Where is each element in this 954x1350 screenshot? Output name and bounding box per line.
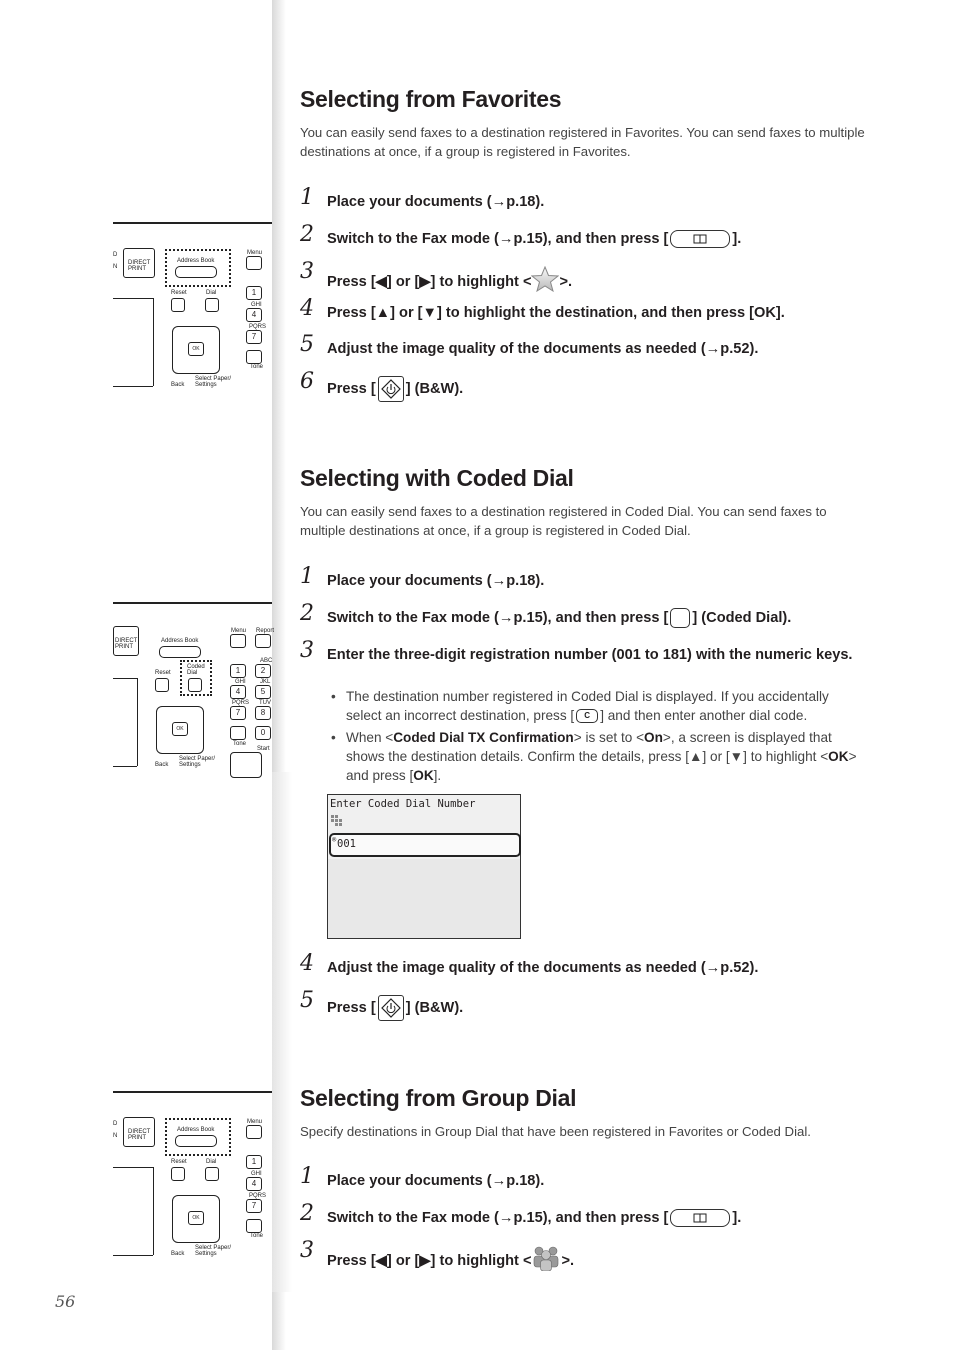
menu-key [246,1125,262,1139]
start-bw-key-icon [378,995,404,1021]
keypad-icon [331,815,343,827]
tone-key [246,350,262,364]
section-title: Selecting from Favorites [300,86,562,112]
menu-key [246,256,262,270]
menu-key [230,634,246,648]
group-dial-icon [531,1245,561,1277]
report-key [255,634,271,648]
lcd-title: Enter Coded Dial Number [330,798,476,810]
section-favorites: Selecting from Favorites You can easily send faxes to a destination registered in Favorites. You can send faxes to multiple destinations at once, if a group is registered in Favorites. 1 Place your documents (→p.18). 2 Switch to the Fax mode (→p.15), and then press [ ]. 3 Press [◀] or [▶] to highlight < >. 4 Press [▲] or [▼] to highlight the destination, and then press [OK]. 5 Adjust the image quality of the documents as needed (→p.52). 6 Press [ ] (B&W). [300,86,865,161]
section-intro: You can easily send faxes to a destination registered in Coded Dial. You can send faxes to multiple destinations at once, if a group is registered in Coded Dial. [300,504,827,538]
coded-dial-number-value: 001 [337,838,356,850]
tone-key [230,726,246,740]
navigation-pad: OK [172,326,220,374]
address-book-key [175,1135,217,1147]
navigation-pad: OK [156,706,204,754]
reset-key [171,1167,185,1181]
control-panel-illustration-coded-dial: DIRECT PRINT Address Book Reset Coded Dial OK Back Select Paper/ Settings Menu Report ABC 1 2 GHI JKL 4 5 PQRS TUV 7 8 0 Tone Start [113,602,272,772]
reset-key [155,678,169,692]
step-3-notes [327,687,862,788]
address-book-key-icon [670,230,730,248]
navigation-pad: OK [172,1195,220,1243]
section-intro: You can easily send faxes to a destination registered in Favorites. You can send faxes to multiple destinations at once, if a group is registered in Favorites. [300,125,865,159]
control-panel-illustration-group-dial: D N DIRECT PRINT Address Book Reset Dial OK Back Select Paper/ Settings Menu 1 GHI 4 PQRS 7 Tone [113,1091,272,1261]
coded-dial-number-field[interactable]: ® 001 [329,833,521,857]
coded-dial-key-icon [670,608,690,628]
note-item: • When <Coded Dial TX Confirmation> is set to <On>, a screen is displayed that shows the destination details. Confirm the details, press [▲] or [▼] to highlight <OK> and press [OK]. [327,728,862,785]
direct-print-key: DIRECT PRINT [123,248,155,278]
lcd-screen [327,794,521,939]
section-title: Selecting from Group Dial [300,1085,577,1111]
reset-key [171,298,185,312]
start-key [230,752,262,778]
page-number: 56 [55,1292,76,1311]
start-bw-key-icon [378,376,404,402]
dial-key [205,1167,219,1181]
note-item: • The destination number registered in Coded Dial is displayed. If you accidentally select an incorrect destination, press [ C ] and then enter another dial code. [327,687,862,725]
page-gutter-shadow-lower [272,772,292,1292]
section-coded-dial: Selecting with Coded Dial You can easily send faxes to a destination registered in Coded Dial. You can send faxes to multiple destinations at once, if a group is registered in Coded Dial. 1 Place your documents (→p.18). 2 Switch to the Fax mode (→p.15), and then press [ ] (Coded Dial). 3 Enter the three-digit registration number (001 to 181) with the numeric keys. • The destination number registered in Coded Dial is displayed. If you accidentally select an incorrect destination, press [ C ] and then enter another dial code. • When <Coded Dial TX Confirmation> is set to <On>, a screen is displayed that shows the destination details. Confirm the details, press [▲] or [▼] to highlight <OK> and press [OK]. Enter Coded Dial Number ® 001 4 Adjust the image quality of the documents as needed (→p.52). 5 Press [ ] (B&W). [300,465,865,540]
section-intro: Specify destinations in Group Dial that have been registered in Favorites or Coded Dial. [300,1124,811,1139]
section-title: Selecting with Coded Dial [300,465,574,491]
coded-dial-key [188,678,202,692]
tone-key [246,1219,262,1233]
section-group-dial: Selecting from Group Dial Specify destinations in Group Dial that have been registered in Favorites or Coded Dial. 1 Place your documents (→p.18). 2 Switch to the Fax mode (→p.15), and then press [ ]. 3 Press [◀] or [▶] to highlight < >. [300,1085,865,1141]
address-book-key [175,266,217,278]
direct-print-key: DIRECT PRINT [123,1117,155,1147]
dial-key [205,298,219,312]
clear-key-icon: C [576,709,598,723]
favorites-star-icon [531,266,559,298]
direct-print-key: DIRECT PRINT [113,626,139,656]
control-panel-illustration-favorites: D N DIRECT PRINT Address Book Reset Dial OK Back Select Paper/ Settings Menu 1 GHI 4 PQRS 7 Tone [113,222,272,392]
address-book-key-icon [670,1209,730,1227]
address-book-key [159,646,201,658]
